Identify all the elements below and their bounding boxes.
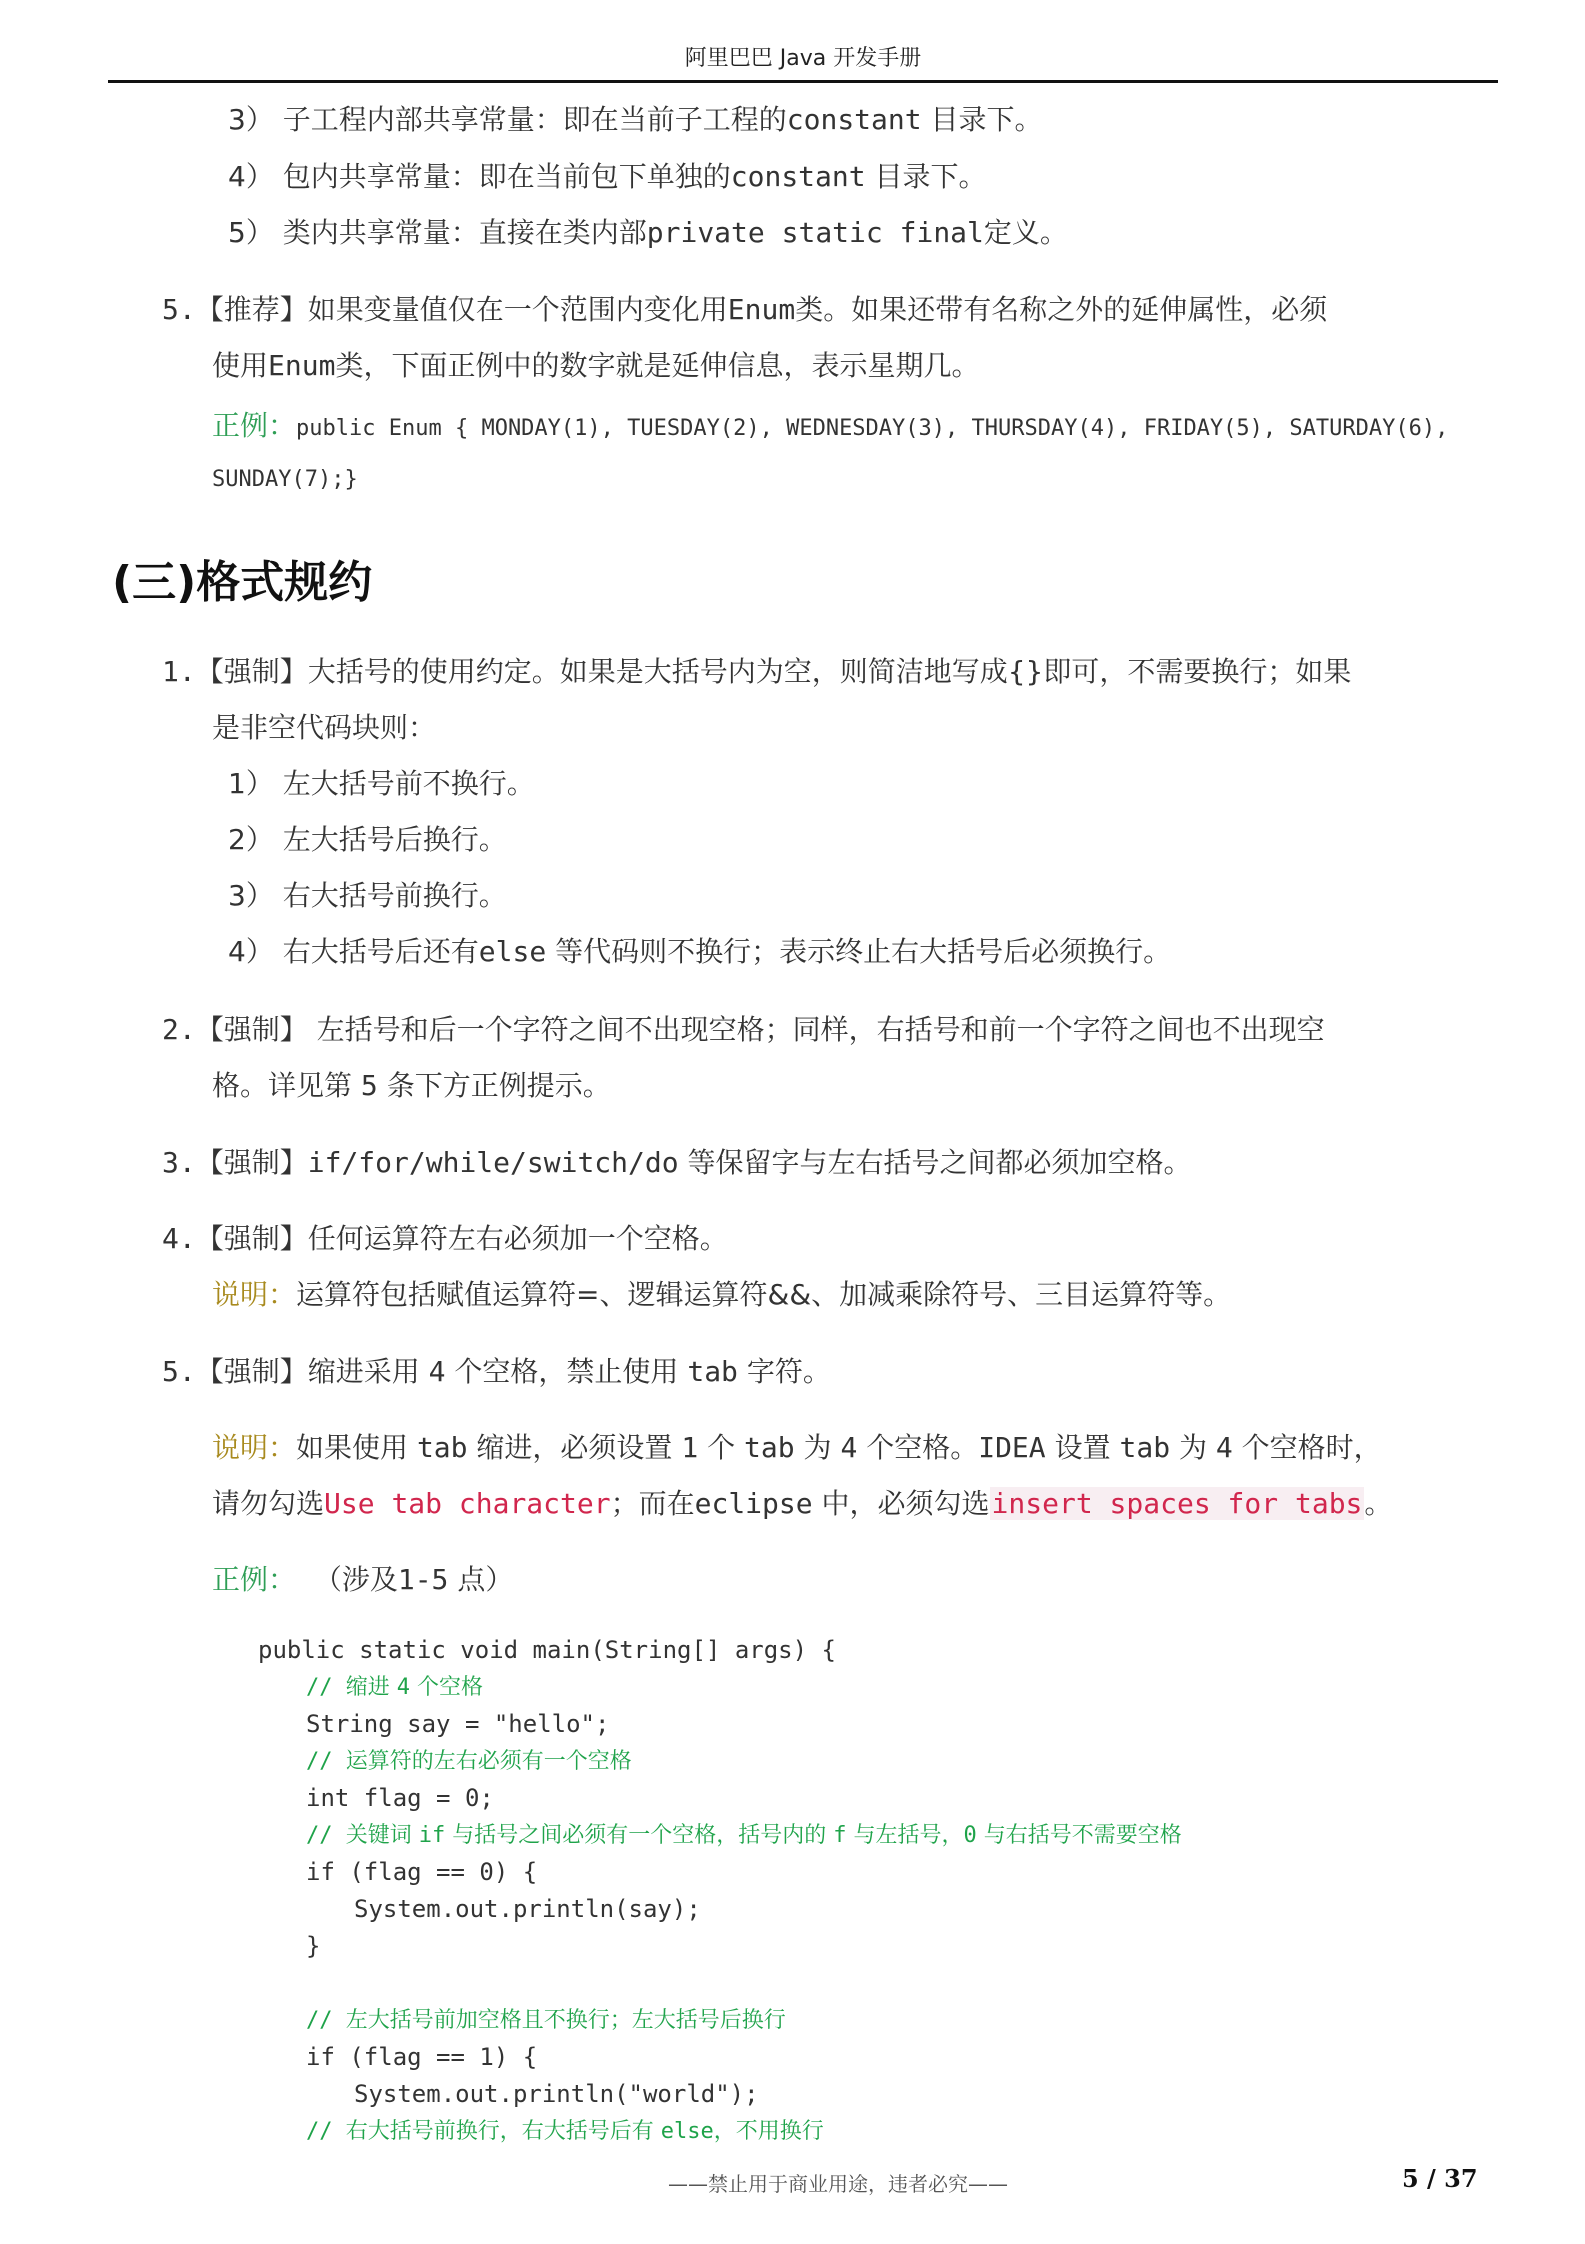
code-line: if (flag == 1) {	[306, 2043, 538, 2071]
rule-1-sub-2: 2） 左大括号后换行。	[228, 823, 507, 856]
code-comment: // 关键词 if 与括号之间必须有一个空格，括号内的 f 与左括号，0 与右括号不需要空格	[306, 1823, 1182, 1848]
subitem-4: 4） 包内共享常量：即在当前包下单独的constant 目录下。	[228, 160, 987, 193]
code-comment: // 左大括号前加空格且不换行；左大括号后换行	[306, 2008, 786, 2033]
rule-5-example-label: 正例： （涉及1-5 点）	[212, 1563, 514, 1596]
section-heading: (三)格式规约	[112, 557, 373, 608]
rule-1-sub-3: 3） 右大括号前换行。	[228, 879, 507, 912]
code-line: int flag = 0;	[306, 1784, 494, 1812]
rule-3: 3.【强制】if/for/while/switch/do 等保留字与左右括号之间都必须加空格。	[162, 1146, 1192, 1179]
rule-4: 4.【强制】任何运算符左右必须加一个空格。	[162, 1222, 728, 1255]
rule-5-recommend: 5.【推荐】如果变量值仅在一个范围内变化用Enum类。如果还带有名称之外的延伸属性，必须	[162, 293, 1328, 326]
code-comment: // 运算符的左右必须有一个空格	[306, 1749, 632, 1774]
code-comment: // 缩进 4 个空格	[306, 1675, 484, 1700]
rule-5-recommend-cont: 使用Enum类，下面正例中的数字就是延伸信息，表示星期几。	[212, 349, 980, 382]
rule-1-cont: 是非空代码块则：	[212, 711, 437, 744]
subitem-3: 3） 子工程内部共享常量：即在当前子工程的constant 目录下。	[228, 103, 1043, 136]
code-line: System.out.println(say);	[354, 1895, 701, 1923]
code-comment: // 右大括号前换行，右大括号后有 else，不用换行	[306, 2119, 824, 2144]
footer-notice: ——禁止用于商业用途，违者必究——	[668, 2172, 1008, 2196]
subitem-5: 5） 类内共享常量：直接在类内部private static final定义。	[228, 216, 1068, 249]
document-title: 阿里巴巴 Java 开发手册	[684, 46, 922, 71]
note-label: 说明：	[212, 1431, 297, 1464]
rule-2: 2.【强制】 左括号和后一个字符之间不出现空格；同样，右括号和前一个字符之间也不出现空	[162, 1013, 1325, 1046]
code-line: if (flag == 0) {	[306, 1858, 538, 1886]
enum-example: 正例：public Enum { MONDAY(1), TUESDAY(2), WEDNESDAY(3), THURSDAY(4), FRIDAY(5), SATURDAY(6),	[212, 409, 1449, 442]
rule-5: 5.【强制】缩进采用 4 个空格，禁止使用 tab 字符。	[162, 1355, 831, 1388]
note-label: 说明：	[212, 1278, 297, 1311]
page-number: 5 / 37	[1402, 2164, 1478, 2193]
enum-example-cont: SUNDAY(7);}	[212, 467, 358, 492]
rule-1: 1.【强制】大括号的使用约定。如果是大括号内为空，则简洁地写成{}即可，不需要换行；如果	[162, 655, 1352, 688]
rule-1-sub-1: 1） 左大括号前不换行。	[228, 767, 535, 800]
page-header	[108, 44, 1498, 83]
rule-5-note-line1: 说明：如果使用 tab 缩进，必须设置 1 个 tab 为 4 个空格。IDEA 设置 tab 为 4 个空格时，	[212, 1431, 1382, 1464]
code-line: String say = "hello";	[306, 1710, 610, 1738]
example-label: 正例：	[212, 409, 297, 442]
rule-2-cont: 格。详见第 5 条下方正例提示。	[212, 1069, 611, 1102]
code-line: public static void main(String[] args) {	[258, 1636, 836, 1664]
inline-code-insert-spaces: insert spaces for tabs	[991, 1487, 1363, 1520]
code-line: }	[306, 1932, 321, 1960]
code-line: System.out.println("world");	[354, 2080, 759, 2108]
inline-code-use-tab-character: Use tab character	[324, 1487, 611, 1520]
rule-5-note-line2: 请勿勾选Use tab character；而在eclipse 中，必须勾选insert spaces for tabs。	[212, 1487, 1393, 1520]
rule-1-sub-4: 4） 右大括号后还有else 等代码则不换行；表示终止右大括号后必须换行。	[228, 935, 1172, 968]
example-label: 正例：	[212, 1563, 297, 1596]
rule-4-note: 说明：运算符包括赋值运算符=、逻辑运算符&&、加减乘除符号、三目运算符等。	[212, 1278, 1232, 1311]
